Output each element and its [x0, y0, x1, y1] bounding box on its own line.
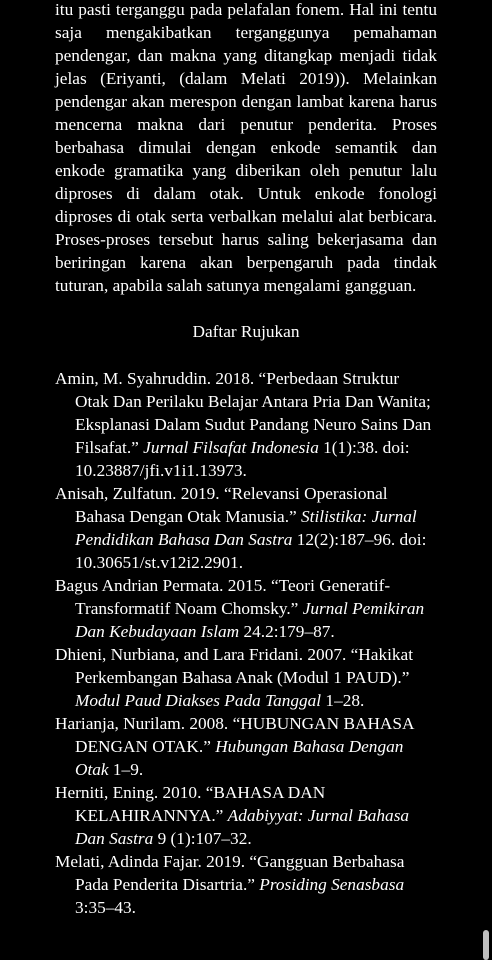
document-page [55, 0, 437, 919]
reference-journal: Jurnal Filsafat Indonesia [143, 438, 319, 457]
body-paragraph: itu pasti terganggu pada pelafalan fonem. Hal ini tentu saja mengakibatkan terganggunya pemahaman pendengar, dan makna yang ditangkap menjadi tidak jelas (Eriyanti, (dalam Melati 2019)). Melainkan pendengar akan merespon dengan lambat karena harus mencerna makna dari penutur penderita. Proses berbahasa dimulai dengan enkode semantik dan enkode gramatika yang diberikan oleh penutur lalu diproses di dalam otak. Untuk enkode fonologi diproses di otak serta verbalkan melalui alat berbicara. Proses-proses tersebut harus saling bekerjasama dan beriringan karena akan berpengaruh pada tindak tuturan, apabila salah satunya mengalami gangguan. [55, 0, 437, 295]
reference-journal: Prosiding Senasbasa [259, 875, 405, 894]
reference-details: 9 (1):107–32. [153, 829, 252, 848]
reference-text: Anisah, Zulfatun. 2019. “Relevansi Operasional Bahasa Dengan Otak Manusia.” [55, 484, 388, 526]
reference-item [55, 643, 437, 712]
reference-journal: Jurnal Pemikiran Dan Kebudayaan Islam [75, 599, 425, 641]
reference-text: Herniti, Ening. 2010. “BAHASA DAN KELAHIRANNYA.” [55, 783, 326, 825]
reference-item [55, 850, 437, 919]
reference-text: Dhieni, Nurbiana, and Lara Fridani. 2007. “Hakikat Perkembangan Bahasa Anak (Modul 1 PAUD).” [55, 645, 413, 687]
reference-details: 24.2:179–87. [239, 622, 335, 641]
reference-journal: Hubungan Bahasa Dengan Otak [75, 737, 404, 779]
reference-item [55, 367, 437, 482]
reference-journal: Modul Paud Diakses Pada Tanggal [75, 691, 322, 710]
references-title: Daftar Rujukan [192, 322, 300, 341]
reference-item [55, 712, 437, 781]
reference-journal: Stilistika: Jurnal Pendidikan Bahasa Dan Sastra [75, 507, 417, 549]
reference-details: 1–28. [321, 691, 365, 710]
body-text [55, 0, 437, 297]
references-list [55, 367, 437, 919]
scrollbar-thumb[interactable] [483, 930, 489, 960]
reference-journal: Adabiyyat: Jurnal Bahasa Dan Sastra [75, 806, 410, 848]
reference-item [55, 574, 437, 643]
reference-text: Melati, Adinda Fajar. 2019. “Gangguan Berbahasa Pada Penderita Disartria.” [55, 852, 405, 894]
reference-item [55, 781, 437, 850]
reference-details: 1–9. [108, 760, 144, 779]
reference-details: 3:35–43. [75, 898, 136, 917]
reference-text: Amin, M. Syahruddin. 2018. “Perbedaan Struktur Otak Dan Perilaku Belajar Antara Pria Dan Wanita; Eksplanasi Dalam Sudut Pandang Neuro Sains Dan Filsafat.” [55, 369, 432, 457]
reference-text: Harianja, Nurilam. 2008. “HUBUNGAN BAHASA DENGAN OTAK.” [55, 714, 414, 756]
reference-item [55, 482, 437, 574]
reference-details: 1(1):38. doi: 10.23887/jfi.v1i1.13973. [75, 438, 410, 480]
reference-text: Bagus Andrian Permata. 2015. “Teori Generatif-Transformatif Noam Chomsky.” [55, 576, 391, 618]
reference-details: 12(2):187–96. doi: 10.30651/st.v12i2.2901. [75, 530, 427, 572]
